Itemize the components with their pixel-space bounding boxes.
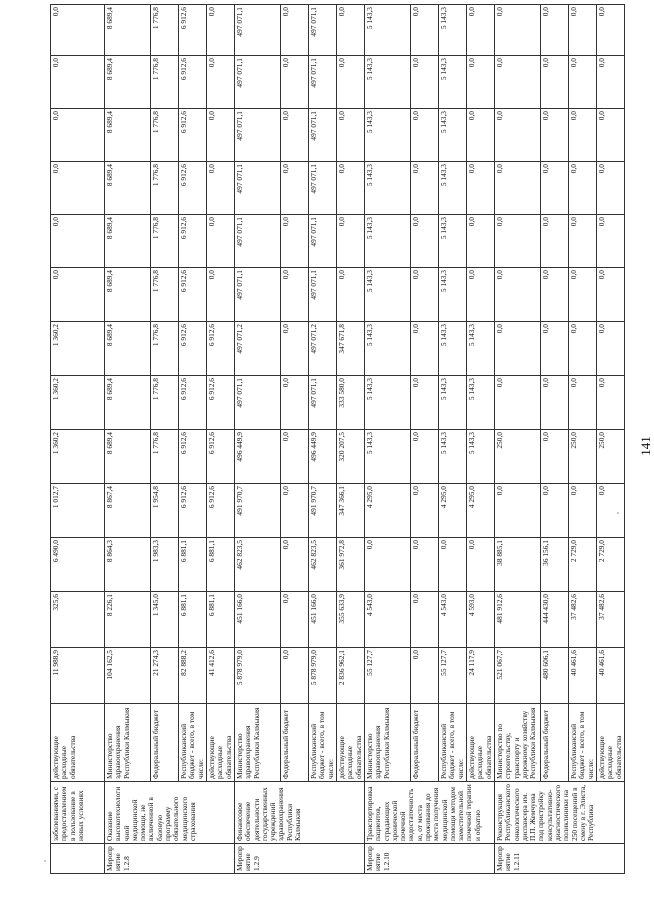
amount-cell: 0,0 — [541, 376, 569, 430]
amount-cell: 0,0 — [365, 538, 411, 592]
amount-cell: 0,0 — [337, 56, 365, 109]
amount-cell: 5 143,3 — [439, 268, 467, 322]
amount-cell: 2 729,0 — [597, 538, 625, 592]
amount-cell: 6 912,6 — [179, 109, 207, 162]
amount-cell: 6 912,6 — [207, 322, 235, 376]
amount-cell: 6 912,6 — [179, 268, 207, 322]
amount-cell: 6 881,1 — [207, 592, 235, 648]
amount-cell: 521 067,7 — [495, 648, 541, 704]
amount-cell: 497 071,2 — [309, 322, 337, 376]
amount-cell: 104 162,5 — [105, 648, 151, 704]
amount-cell: 55 127,7 — [365, 648, 411, 704]
amount-cell: 5 143,3 — [439, 430, 467, 484]
amount-cell: 0,0 — [541, 162, 569, 215]
amount-cell: 250,0 — [495, 430, 541, 484]
amount-cell: 5 143,3 — [439, 56, 467, 109]
amount-cell: 320 207,5 — [337, 430, 365, 484]
table-row — [365, 5, 411, 874]
amount-cell: 0,0 — [411, 268, 439, 322]
funding-source-cell: Министерство по строительству, транспорту и дорожному хозяйству Республики Калмыкия — [495, 704, 541, 782]
amount-cell: 0,0 — [597, 268, 625, 322]
table-row — [495, 5, 541, 874]
amount-cell: 0,0 — [281, 376, 309, 430]
amount-cell: 36 156,1 — [541, 538, 569, 592]
amount-cell: 250,0 — [569, 430, 597, 484]
amount-cell: 8 689,4 — [105, 5, 151, 56]
table-row — [281, 5, 309, 874]
amount-cell: 5 143,3 — [365, 162, 411, 215]
amount-cell: 2 729,0 — [569, 538, 597, 592]
amount-cell: 0,0 — [541, 322, 569, 376]
measure-code-cell: Мероприятие 1.2.8 — [105, 844, 235, 874]
amount-cell: 496 449,9 — [235, 430, 281, 484]
amount-cell: 5 143,3 — [365, 430, 411, 484]
amount-cell: 1 360,2 — [51, 430, 105, 484]
amount-cell: 8 689,4 — [105, 56, 151, 109]
amount-cell: 497 071,1 — [309, 215, 337, 268]
amount-cell: 0,0 — [495, 5, 541, 56]
funding-source-cell: Министерство здравоохранения Республики Калмыкия — [235, 704, 281, 782]
amount-cell: 8 867,4 — [105, 484, 151, 538]
amount-cell: 0,0 — [597, 215, 625, 268]
amount-cell: 40 461,6 — [569, 648, 597, 704]
amount-cell: 5 143,3 — [439, 376, 467, 430]
amount-cell: 1 345,0 — [151, 592, 179, 648]
amount-cell: 6 912,6 — [179, 56, 207, 109]
amount-cell: 1 360,2 — [51, 322, 105, 376]
amount-cell: 4 543,0 — [439, 592, 467, 648]
amount-cell: 0,0 — [411, 162, 439, 215]
amount-cell: 0,0 — [597, 322, 625, 376]
funding-source-cell: действующие расходные обязательства — [337, 704, 365, 782]
amount-cell: 0,0 — [281, 322, 309, 376]
amount-cell: 5 143,3 — [467, 430, 495, 484]
scan-speck — [44, 860, 46, 862]
amount-cell: 0,0 — [51, 162, 105, 215]
amount-cell: 0,0 — [411, 322, 439, 376]
amount-cell: 5 143,3 — [365, 376, 411, 430]
amount-cell: 0,0 — [281, 268, 309, 322]
amount-cell: 0,0 — [569, 56, 597, 109]
amount-cell: 8 226,1 — [105, 592, 151, 648]
amount-cell: 0,0 — [51, 5, 105, 56]
amount-cell: 5 143,3 — [365, 215, 411, 268]
amount-cell: 8 689,4 — [105, 322, 151, 376]
amount-cell: 1 012,7 — [51, 484, 105, 538]
amount-cell: 0,0 — [337, 109, 365, 162]
table-row — [105, 5, 151, 874]
amount-cell: 333 580,0 — [337, 376, 365, 430]
amount-cell: 0,0 — [467, 162, 495, 215]
funding-source-cell: Федеральный бюджет — [411, 704, 439, 782]
amount-cell: 347 366,1 — [337, 484, 365, 538]
amount-cell: 4 295,0 — [439, 484, 467, 538]
amount-cell: 38 885,1 — [495, 538, 541, 592]
funding-source-cell: Республиканский бюджет - всего, в том числе: — [309, 704, 337, 782]
funding-source-cell: действующие расходные обязательства — [207, 704, 235, 782]
amount-cell: 1 776,8 — [151, 322, 179, 376]
amount-cell: 0,0 — [281, 5, 309, 56]
amount-cell: 497 071,1 — [235, 56, 281, 109]
amount-cell: 1 983,3 — [151, 538, 179, 592]
amount-cell: 21 274,3 — [151, 648, 179, 704]
amount-cell: 325,6 — [51, 592, 105, 648]
amount-cell: 0,0 — [569, 268, 597, 322]
amount-cell: 497 071,1 — [235, 162, 281, 215]
amount-cell: 0,0 — [411, 538, 439, 592]
measure-label-cell: Финансовое обеспечение деятельности государственных учреждений здравоохранения Республики Калмыкия — [235, 782, 365, 844]
amount-cell: 0,0 — [281, 592, 309, 648]
amount-cell: 462 823,5 — [309, 538, 337, 592]
amount-cell: 0,0 — [411, 376, 439, 430]
amount-cell: 0,0 — [281, 215, 309, 268]
funding-source-cell: Республиканский бюджет - всего, в том числе: — [439, 704, 467, 782]
amount-cell: 497 071,1 — [309, 109, 337, 162]
amount-cell: 6 881,1 — [179, 538, 207, 592]
amount-cell: 6 912,6 — [179, 5, 207, 56]
amount-cell: 1 776,8 — [151, 430, 179, 484]
amount-cell: 0,0 — [51, 56, 105, 109]
amount-cell: 5 143,3 — [439, 322, 467, 376]
amount-cell: 6 912,6 — [207, 484, 235, 538]
amount-cell: 0,0 — [411, 56, 439, 109]
amount-cell: 0,0 — [411, 484, 439, 538]
amount-cell: 4 295,0 — [365, 484, 411, 538]
table-row — [151, 5, 179, 874]
amount-cell: 451 166,0 — [235, 592, 281, 648]
amount-cell: 480 606,1 — [541, 648, 569, 704]
measure-label-cell: Транспортировка пациентов, страдающих хронической почечной недостаточностью, от места проживания до места получения медицинской помощи методом заместительной почечной терапии и обратно — [365, 782, 495, 844]
amount-cell: 0,0 — [281, 109, 309, 162]
amount-cell: 0,0 — [541, 5, 569, 56]
funding-source-cell: Министерство здравоохранения Республики Калмыкия — [105, 704, 151, 782]
amount-cell: 8 689,4 — [105, 376, 151, 430]
amount-cell: 0,0 — [541, 430, 569, 484]
funding-source-cell: Республиканский бюджет - всего, в том числе: — [569, 704, 597, 782]
amount-cell: 0,0 — [569, 162, 597, 215]
table-row — [337, 5, 365, 874]
measure-code-cell: Мероприятие 1.2.11 — [495, 844, 625, 874]
amount-cell: 8 689,4 — [105, 215, 151, 268]
amount-cell: 0,0 — [51, 215, 105, 268]
amount-cell: 0,0 — [597, 56, 625, 109]
amount-cell: 1 776,8 — [151, 215, 179, 268]
amount-cell: 0,0 — [569, 322, 597, 376]
funding-source-cell: Республиканский бюджет - всего, в том числе: — [179, 704, 207, 782]
amount-cell: 4 543,0 — [365, 592, 411, 648]
amount-cell: 0,0 — [207, 5, 235, 56]
amount-cell: 1 360,2 — [51, 376, 105, 430]
amount-cell: 5 143,3 — [365, 109, 411, 162]
amount-cell: 11 988,9 — [51, 648, 105, 704]
amount-cell: 0,0 — [207, 215, 235, 268]
amount-cell: 1 776,8 — [151, 5, 179, 56]
funding-source-cell: действующие расходные обязательства — [467, 704, 495, 782]
amount-cell: 0,0 — [411, 215, 439, 268]
amount-cell: 6 912,6 — [179, 484, 207, 538]
table-row — [207, 5, 235, 874]
amount-cell: 5 878 979,0 — [309, 648, 337, 704]
amount-cell: 5 143,3 — [439, 109, 467, 162]
amount-cell: 0,0 — [467, 56, 495, 109]
amount-cell: 0,0 — [439, 538, 467, 592]
amount-cell: 6 912,6 — [179, 430, 207, 484]
amount-cell: 481 912,6 — [495, 592, 541, 648]
amount-cell: 497 071,1 — [309, 268, 337, 322]
amount-cell: 0,0 — [569, 5, 597, 56]
amount-cell: 355 633,9 — [337, 592, 365, 648]
table-row — [569, 5, 597, 874]
table-row — [179, 5, 207, 874]
amount-cell: 0,0 — [541, 56, 569, 109]
amount-cell: 0,0 — [597, 162, 625, 215]
amount-cell: 0,0 — [541, 268, 569, 322]
amount-cell: 0,0 — [411, 109, 439, 162]
measure-code-cell: Мероприятие 1.2.9 — [235, 844, 365, 874]
amount-cell: 0,0 — [569, 484, 597, 538]
amount-cell: 0,0 — [495, 109, 541, 162]
amount-cell: 0,0 — [597, 109, 625, 162]
amount-cell: 8 689,4 — [105, 162, 151, 215]
amount-cell: 0,0 — [281, 484, 309, 538]
amount-cell: 5 143,3 — [439, 5, 467, 56]
amount-cell: 0,0 — [495, 56, 541, 109]
amount-cell: 491 970,7 — [235, 484, 281, 538]
amount-cell: 0,0 — [467, 109, 495, 162]
amount-cell: 0,0 — [541, 109, 569, 162]
amount-cell: 0,0 — [207, 268, 235, 322]
measure-label-cell: заболеваниями, с предоставлением в пользование в новых условиях — [51, 782, 105, 844]
amount-cell: 361 972,8 — [337, 538, 365, 592]
amount-cell: 0,0 — [467, 268, 495, 322]
amount-cell: 497 071,2 — [235, 322, 281, 376]
amount-cell: 1 776,8 — [151, 56, 179, 109]
amount-cell: 0,0 — [207, 56, 235, 109]
amount-cell: 55 127,7 — [439, 648, 467, 704]
amount-cell: 5 143,3 — [439, 215, 467, 268]
amount-cell: 5 143,3 — [439, 162, 467, 215]
amount-cell: 497 071,1 — [309, 56, 337, 109]
amount-cell: 37 482,6 — [597, 592, 625, 648]
budget-table — [50, 4, 625, 874]
amount-cell: 0,0 — [337, 268, 365, 322]
amount-cell: 1 776,8 — [151, 109, 179, 162]
amount-cell: 0,0 — [495, 215, 541, 268]
amount-cell: 497 071,1 — [309, 5, 337, 56]
amount-cell: 0,0 — [495, 484, 541, 538]
amount-cell: 0,0 — [597, 5, 625, 56]
amount-cell: 1 776,8 — [151, 376, 179, 430]
amount-cell: 5 143,3 — [365, 5, 411, 56]
amount-cell: 0,0 — [337, 5, 365, 56]
funding-source-cell: действующие расходные обязательства — [51, 704, 105, 782]
amount-cell: 451 166,0 — [309, 592, 337, 648]
amount-cell: 8 689,4 — [105, 430, 151, 484]
amount-cell: 8 689,4 — [105, 109, 151, 162]
amount-cell: 1 776,8 — [151, 162, 179, 215]
amount-cell: 0,0 — [281, 648, 309, 704]
amount-cell: 0,0 — [337, 162, 365, 215]
measure-label-cell: Реконструкция Республиканского онкологического диспансера им. П.П. Жемчуева под пристройку консультативно-диагностического поликлиники на 250 посещений в смену в г. Элиста, Республика — [495, 782, 625, 844]
amount-cell: 0,0 — [569, 215, 597, 268]
amount-cell: 6 881,1 — [179, 592, 207, 648]
funding-source-cell: Федеральный бюджет — [151, 704, 179, 782]
amount-cell: 5 143,3 — [365, 56, 411, 109]
amount-cell: 5 143,3 — [467, 376, 495, 430]
amount-cell: 6 912,6 — [179, 215, 207, 268]
amount-cell: 497 071,1 — [235, 268, 281, 322]
table-body — [51, 5, 625, 874]
amount-cell: 0,0 — [495, 322, 541, 376]
table-row — [51, 5, 105, 874]
amount-cell: 5 143,3 — [365, 268, 411, 322]
amount-cell: 497 071,1 — [235, 109, 281, 162]
scanned-page — [50, 7, 653, 874]
amount-cell: 496 449,9 — [309, 430, 337, 484]
amount-cell: 0,0 — [495, 162, 541, 215]
amount-cell: 0,0 — [597, 484, 625, 538]
funding-source-cell: Федеральный бюджет — [281, 704, 309, 782]
amount-cell: 4 295,0 — [467, 484, 495, 538]
amount-cell: 2 836 962,1 — [337, 648, 365, 704]
amount-cell: 497 071,1 — [235, 215, 281, 268]
amount-cell: 6 490,0 — [51, 538, 105, 592]
measure-code-cell — [51, 844, 105, 874]
amount-cell: 5 143,3 — [467, 322, 495, 376]
amount-cell: 0,0 — [51, 109, 105, 162]
amount-cell: 497 071,1 — [309, 376, 337, 430]
amount-cell: 6 881,1 — [207, 538, 235, 592]
table-row — [541, 5, 569, 874]
amount-cell: 0,0 — [597, 376, 625, 430]
amount-cell: 0,0 — [467, 538, 495, 592]
amount-cell: 1 776,8 — [151, 268, 179, 322]
amount-cell: 497 071,1 — [235, 376, 281, 430]
amount-cell: 0,0 — [411, 5, 439, 56]
amount-cell: 0,0 — [281, 538, 309, 592]
amount-cell: 6 912,6 — [179, 322, 207, 376]
amount-cell: 5 143,3 — [365, 322, 411, 376]
amount-cell: 462 823,5 — [235, 538, 281, 592]
amount-cell: 0,0 — [411, 648, 439, 704]
page-number: 141 — [637, 436, 653, 456]
table-row — [235, 5, 281, 874]
amount-cell: 491 970,7 — [309, 484, 337, 538]
amount-cell: 6 912,6 — [207, 376, 235, 430]
rotated-table-container — [50, 7, 623, 874]
amount-cell: 347 671,8 — [337, 322, 365, 376]
amount-cell: 40 461,6 — [597, 648, 625, 704]
amount-cell: 0,0 — [541, 484, 569, 538]
amount-cell: 41 412,6 — [207, 648, 235, 704]
amount-cell: 0,0 — [569, 109, 597, 162]
table-row — [411, 5, 439, 874]
amount-cell: 444 430,0 — [541, 592, 569, 648]
amount-cell: 6 912,6 — [179, 376, 207, 430]
amount-cell: 5 878 979,0 — [235, 648, 281, 704]
amount-cell: 0,0 — [411, 430, 439, 484]
amount-cell: 0,0 — [281, 56, 309, 109]
amount-cell: 82 888,2 — [179, 648, 207, 704]
amount-cell: 0,0 — [51, 268, 105, 322]
table-row — [439, 5, 467, 874]
amount-cell: 0,0 — [337, 215, 365, 268]
table-row — [309, 5, 337, 874]
amount-cell: 24 117,9 — [467, 648, 495, 704]
amount-cell: 0,0 — [467, 5, 495, 56]
amount-cell: 6 912,6 — [207, 430, 235, 484]
amount-cell: 0,0 — [495, 268, 541, 322]
amount-cell: 497 071,1 — [235, 5, 281, 56]
amount-cell: 0,0 — [281, 430, 309, 484]
measure-label-cell: Оказание высокотехнологичной медицинской помощи, не включенной в базовую программу обязательного медицинского страхования — [105, 782, 235, 844]
amount-cell: 250,0 — [597, 430, 625, 484]
amount-cell: 0,0 — [207, 162, 235, 215]
scan-speck — [617, 512, 619, 514]
amount-cell: 0,0 — [207, 109, 235, 162]
amount-cell: 0,0 — [411, 592, 439, 648]
table-row — [467, 5, 495, 874]
amount-cell: 8 689,4 — [105, 268, 151, 322]
funding-source-cell: Федеральный бюджет — [541, 704, 569, 782]
amount-cell: 0,0 — [569, 376, 597, 430]
amount-cell: 8 864,3 — [105, 538, 151, 592]
amount-cell: 37 482,6 — [569, 592, 597, 648]
amount-cell: 0,0 — [281, 162, 309, 215]
amount-cell: 0,0 — [467, 215, 495, 268]
amount-cell: 1 954,8 — [151, 484, 179, 538]
amount-cell: 0,0 — [495, 376, 541, 430]
funding-source-cell: Министерство здравоохранения Республики Калмыкия — [365, 704, 411, 782]
funding-source-cell: действующие расходные обязательства — [597, 704, 625, 782]
amount-cell: 0,0 — [541, 215, 569, 268]
amount-cell: 6 912,6 — [179, 162, 207, 215]
measure-code-cell: Мероприятие 1.2.10 — [365, 844, 495, 874]
amount-cell: 4 593,0 — [467, 592, 495, 648]
amount-cell: 497 071,1 — [309, 162, 337, 215]
table-row — [597, 5, 625, 874]
